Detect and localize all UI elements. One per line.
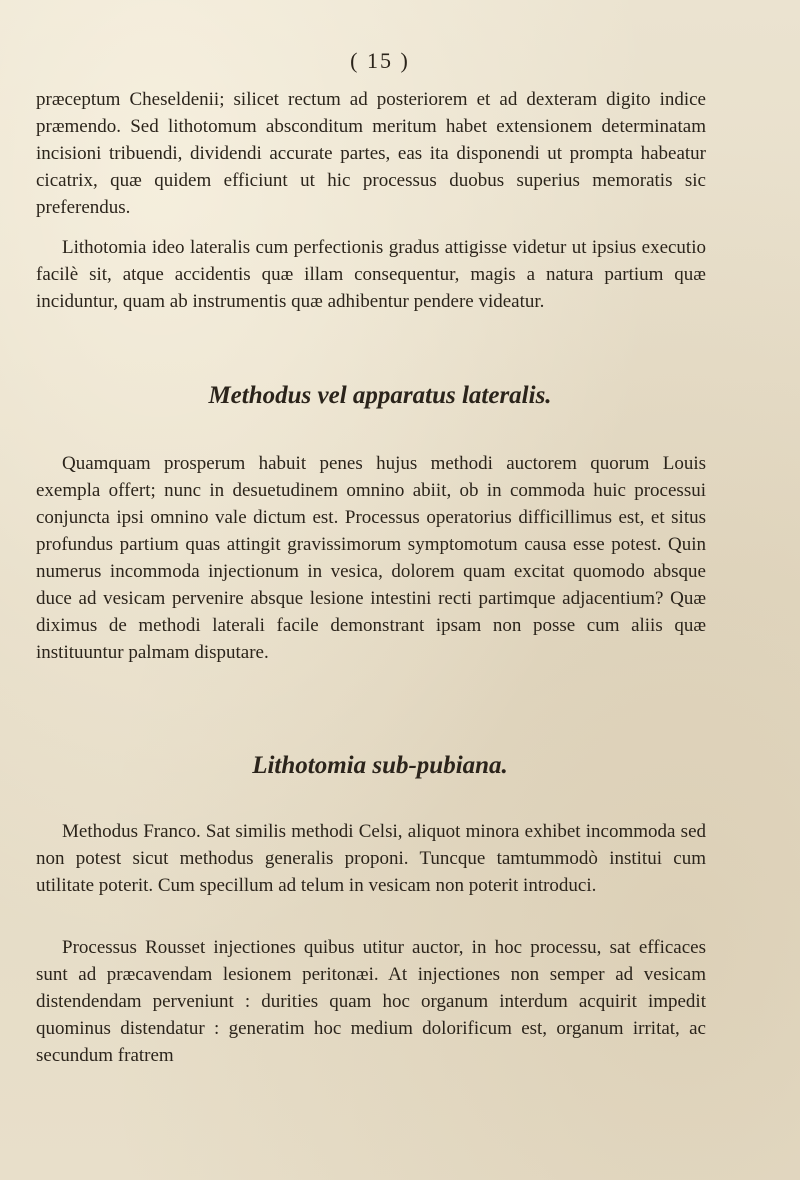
paragraph-cheselden bbox=[36, 86, 706, 221]
paragraph-franco-method bbox=[36, 818, 706, 899]
section-heading-sub-pubiana: Lithotomia sub-pubiana. bbox=[252, 752, 508, 779]
section-heading-lateral: Methodus vel apparatus lateralis. bbox=[208, 382, 552, 409]
paragraph-rousset-process bbox=[36, 934, 706, 1069]
page-number: ( 15 ) bbox=[350, 48, 410, 73]
paragraph-text: Methodus Franco. Sat similis methodi Celsi, aliquot minora exhibet incommoda sed non potest sicut methodus generalis proponi. Tuncque tamtummodò institui cum utilitate poterit. Cum specillum ad telum in vesicam non poterit introduci. bbox=[36, 821, 706, 896]
paragraph-text: Lithotomia ideo lateralis cum perfectionis gradus attigisse videtur ut ipsius executio facilè sit, atque accidentis quæ illam consequentur, magis a natura partium quæ inciduntur, quam ab instrumentis quæ adhibentur pendere videatur. bbox=[36, 237, 706, 312]
paragraph-text: Quamquam prosperum habuit penes hujus methodi auctorem quorum Louis exempla offert; nunc in desuetudinem omnino abiit, ob in commoda huic processui conjuncta ipsi omnino vale dictum est. Processus operatorius difficillimus est, et situs profundus partium quas attingit gravissimorum symptomotum causa esse potest. Quin numerus incommoda injectionum in vesica, dolorem quam excitat quomodo absque duce ad vesicam pervenire absque lesione intestini recti partimque adjacentium? Quæ diximus de methodi laterali facile demonstrant ipsam non posse cum aliis quæ instituuntur palmam disputare. bbox=[36, 453, 706, 663]
paragraph-text: Processus Rousset injectiones quibus utitur auctor, in hoc processu, sat efficaces sunt ad præcavendam lesionem peritonæi. At injectiones non semper ad vesicam distendendam perveniunt : durities quam hoc organum interdum acquirit impedit quominus distendatur : generatim hoc medium dolorificum est, organum irritat, ac secundum fratrem bbox=[36, 937, 706, 1066]
paragraph-lateral-perfection bbox=[36, 234, 706, 315]
paragraph-lateral-method bbox=[36, 450, 706, 666]
paragraph-text: præceptum Cheseldenii; silicet rectum ad posteriorem et ad dexteram digito indice præmendo. Sed lithotomum absconditum meritum habet extensionem determinatam incisioni tribuendi, dividendi accurate partes, eas ita disponendi ut prompta habeatur cicatrix, quæ quidem efficiunt ut hic processus duobus superius memoratis sic preferendus. bbox=[36, 89, 706, 218]
